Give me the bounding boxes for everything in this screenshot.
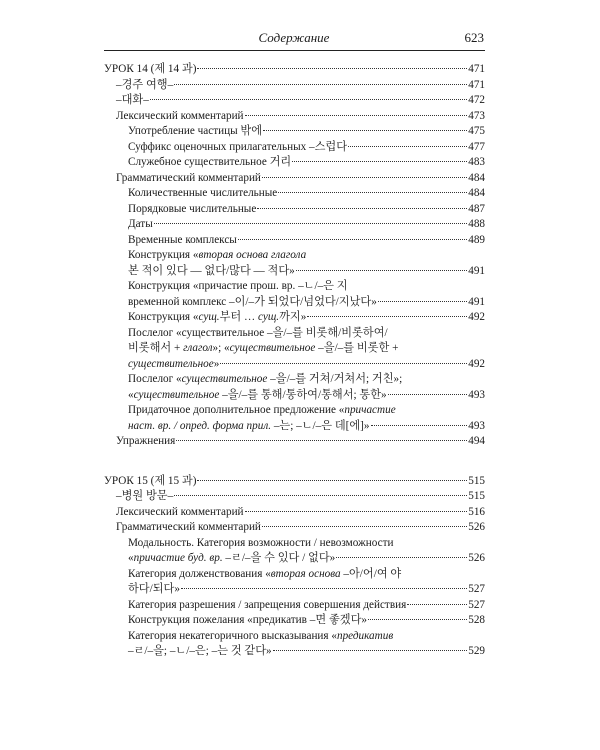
toc-entry: [104, 202, 485, 218]
entry-text: существительное: [133, 388, 220, 401]
entry-row: [128, 295, 485, 311]
entry-title: [128, 124, 262, 140]
entry-text: Упражнения: [116, 435, 176, 447]
dot-leader: [174, 495, 467, 496]
dot-leader: [378, 301, 467, 302]
dot-leader: [348, 146, 467, 147]
dot-leader: [197, 68, 467, 69]
entry-page-number: 484: [468, 187, 485, 199]
entry-title: [128, 310, 306, 326]
entry-text: –을/–를 거쳐/거쳐서; 거친»;: [267, 373, 403, 385]
entry-title: [128, 202, 256, 218]
entry-row: [104, 62, 485, 78]
entry-text: Лексический комментарий: [116, 109, 244, 122]
toc-entry: [104, 403, 485, 434]
entry-page-number: 493: [468, 388, 485, 401]
entry-title: [128, 233, 237, 249]
dot-leader: [176, 440, 467, 441]
toc-entry: [104, 109, 485, 125]
toc-lesson-heading: [104, 474, 485, 490]
entry-line: [128, 372, 485, 388]
entry-text: Категория некатегоричного высказывания «: [128, 629, 337, 642]
entry-text: «: [128, 388, 134, 401]
entry-title: [128, 582, 180, 598]
entry-page-number: 494: [468, 435, 485, 447]
entry-text: Суффикс оценочных прилагательных –스럽다: [128, 140, 348, 153]
toc-entry: [104, 78, 485, 94]
entry-row: [128, 582, 485, 598]
entry-text: УРОК 14 (제 14 과): [104, 63, 197, 75]
toc-entry: [104, 186, 485, 202]
dot-leader: [154, 223, 468, 224]
entry-title: [128, 295, 377, 311]
entry-text: предикатив: [336, 629, 394, 642]
toc-section: [104, 474, 485, 660]
entry-page-number: 526: [468, 552, 485, 564]
entry-text: –아/어/여 야: [340, 567, 402, 580]
entry-page-number: 489: [468, 233, 485, 246]
entry-title: [116, 109, 244, 125]
entry-title: [128, 388, 387, 404]
header-title: Содержание: [258, 30, 330, 45]
entry-text: 까지»: [279, 311, 307, 323]
entry-row: [128, 217, 485, 233]
entry-title: [116, 434, 175, 450]
entry-page-number: 487: [468, 202, 485, 215]
dot-leader: [407, 604, 467, 605]
entry-page-number: 483: [468, 156, 485, 168]
entry-row: [116, 434, 485, 450]
toc-lesson-heading: [104, 62, 485, 78]
entry-line: [128, 326, 485, 342]
entry-text: сущ.: [257, 311, 280, 323]
dot-leader: [278, 192, 467, 193]
entry-row: [128, 310, 485, 326]
entry-title: [128, 419, 370, 435]
toc-entry: [104, 434, 485, 450]
entry-row: [128, 388, 485, 404]
entry-text: Порядковые числительные: [128, 202, 257, 215]
toc-entry: [104, 140, 485, 156]
entry-row: [128, 233, 485, 249]
header-rule: [104, 50, 485, 51]
entry-page-number: 527: [468, 598, 485, 611]
dot-leader: [197, 480, 467, 481]
toc-entry: [104, 279, 485, 310]
entry-page-number: 526: [468, 521, 485, 533]
entry-title: [116, 520, 261, 536]
dot-leader: [371, 425, 468, 426]
entry-text: –을/–를 비롯한 +: [315, 342, 399, 354]
entry-title: [128, 140, 347, 156]
dot-leader: [220, 363, 467, 364]
dot-leader: [388, 394, 468, 395]
entry-text: Конструкция «: [128, 249, 199, 261]
entry-text: –대화–: [116, 94, 149, 106]
entry-row: [116, 489, 485, 505]
entry-row: [128, 419, 485, 435]
toc-section: [104, 62, 485, 450]
entry-text: Конструкция «: [128, 311, 199, 323]
entry-text: Грамматический комментарий: [116, 521, 261, 533]
entry-row: [116, 520, 485, 536]
toc-entry: [104, 598, 485, 614]
entry-page-number: 471: [468, 63, 485, 75]
entry-page-number: 528: [468, 614, 485, 626]
entry-row: [128, 613, 485, 629]
entry-line: [128, 536, 485, 552]
entry-title: [128, 551, 335, 567]
toc-entry: [104, 613, 485, 629]
toc-entry: [104, 248, 485, 279]
entry-title: [128, 613, 367, 629]
table-of-contents: [104, 62, 485, 660]
entry-text: Послелог «существительное –을/–를 비롯해/비롯하여/: [128, 326, 388, 339]
entry-row: [116, 78, 485, 94]
entry-page-number: 491: [468, 264, 485, 277]
entry-page-number: 488: [468, 218, 485, 230]
dot-leader: [181, 588, 467, 589]
dot-leader: [150, 99, 467, 100]
entry-text: «: [128, 552, 134, 564]
entry-text: –는; –ㄴ/–은 데[에]»: [271, 419, 370, 432]
dot-leader: [238, 239, 467, 240]
entry-text: Конструкция пожелания «предикатив –면 좋겠다»: [128, 614, 367, 626]
running-header: [104, 30, 484, 50]
entry-title: [116, 505, 244, 521]
toc-entry: [104, 233, 485, 249]
entry-text: Количественные числительные: [128, 187, 278, 199]
entry-page-number: 527: [468, 583, 485, 595]
toc-entry: [104, 93, 485, 109]
entry-text: наст. вр. / опред. форма прил.: [128, 419, 272, 432]
entry-title: [128, 155, 291, 171]
entry-text: Лексический комментарий: [116, 505, 244, 518]
entry-text: причастие буд. вр.: [133, 552, 223, 564]
entry-page-number: 473: [468, 109, 485, 122]
dot-leader: [262, 177, 467, 178]
entry-text: Временные комплексы: [128, 233, 237, 246]
dot-leader: [262, 526, 467, 527]
entry-page-number: 484: [468, 171, 485, 184]
entry-text: »: [213, 357, 220, 370]
entry-text: существительное: [128, 357, 214, 370]
entry-text: 부터 …: [219, 311, 258, 323]
entry-title: [116, 78, 173, 94]
entry-text: »; «: [212, 342, 230, 354]
entry-page-number: 516: [468, 505, 485, 518]
entry-page-number: 515: [468, 490, 485, 502]
toc-entry: [104, 489, 485, 505]
entry-title: [128, 186, 277, 202]
entry-row: [128, 644, 485, 660]
entry-text: Служебное существительное 거리: [128, 156, 292, 168]
dot-leader: [245, 115, 468, 116]
toc-entry: [104, 310, 485, 326]
toc-entry: [104, 124, 485, 140]
entry-line: [128, 629, 485, 645]
toc-entry: [104, 171, 485, 187]
entry-text: временной комплекс –이/–가 되었다/넘었다/지났다»: [128, 295, 377, 308]
entry-text: –을/–를 통해/통하여/통해서; 통한»: [219, 388, 387, 401]
entry-text: существительное: [181, 373, 268, 385]
entry-row: [128, 124, 485, 140]
dot-leader: [336, 557, 467, 558]
entry-title: [128, 357, 219, 373]
entry-page-number: 475: [468, 125, 485, 137]
entry-text: УРОК 15 (제 15 과): [104, 474, 197, 487]
entry-text: –경주 여행–: [116, 78, 174, 91]
entry-text: Даты: [128, 218, 153, 230]
entry-page-number: 529: [468, 645, 485, 657]
entry-row: [116, 109, 485, 125]
entry-page-number: 492: [468, 311, 485, 323]
entry-text: Придаточное дополнительное предложение «: [128, 404, 345, 416]
entry-title: [128, 644, 272, 660]
entry-row: [116, 171, 485, 187]
entry-page-number: 515: [468, 474, 485, 487]
header-page-number: 623: [464, 30, 484, 45]
entry-row: [128, 155, 485, 171]
toc-entry: [104, 567, 485, 598]
entry-line: [128, 567, 485, 583]
entry-row: [128, 202, 485, 218]
entry-line: [128, 341, 485, 357]
entry-page-number: 492: [468, 357, 485, 370]
dot-leader: [292, 161, 467, 162]
toc-entry: [104, 629, 485, 660]
entry-page-number: 477: [468, 140, 485, 153]
toc-entry: [104, 155, 485, 171]
entry-title: [116, 171, 261, 187]
entry-row: [104, 474, 485, 490]
entry-line: [128, 279, 485, 295]
entry-text: Грамматический комментарий: [116, 171, 261, 184]
entry-text: вторая основа глагола: [198, 249, 307, 261]
entry-text: сущ.: [198, 311, 220, 323]
entry-page-number: 472: [468, 94, 485, 106]
entry-title: [116, 93, 149, 109]
entry-text: Категория долженствования «: [128, 567, 271, 580]
dot-leader: [296, 270, 467, 271]
toc-entry: [104, 372, 485, 403]
entry-row: [128, 551, 485, 567]
entry-page-number: 491: [468, 295, 485, 308]
entry-text: существительное: [229, 342, 316, 354]
toc-entry: [104, 505, 485, 521]
entry-text: –ㄹ/–을; –ㄴ/–은; –는 것 같다»: [128, 645, 272, 657]
dot-leader: [368, 619, 467, 620]
entry-row: [116, 505, 485, 521]
entry-title: [128, 264, 295, 280]
dot-leader: [273, 650, 468, 651]
dot-leader: [307, 316, 467, 317]
entry-text: причастие: [344, 404, 396, 416]
entry-text: 비롯해서 +: [128, 342, 184, 354]
entry-row: [128, 186, 485, 202]
entry-text: глагол: [183, 342, 213, 354]
entry-title: [104, 474, 196, 490]
toc-entry: [104, 217, 485, 233]
entry-row: [128, 357, 485, 373]
entry-text: Категория разрешения / запрещения совершения действия: [128, 598, 407, 611]
entry-title: [128, 598, 406, 614]
dot-leader: [257, 208, 467, 209]
entry-text: 하다/되다»: [128, 583, 180, 595]
entry-text: вторая основа: [270, 567, 341, 580]
entry-row: [128, 598, 485, 614]
entry-page-number: 493: [468, 419, 485, 432]
entry-text: Послелог «: [128, 373, 182, 385]
dot-leader: [245, 511, 468, 512]
entry-text: Модальность. Категория возможности / невозможности: [128, 536, 394, 549]
entry-title: [104, 62, 196, 78]
entry-row: [128, 140, 485, 156]
dot-leader: [174, 84, 467, 85]
entry-line: [128, 403, 485, 419]
entry-row: [116, 93, 485, 109]
entry-text: –병원 방문–: [116, 490, 174, 502]
toc-entry: [104, 326, 485, 373]
entry-title: [128, 217, 153, 233]
toc-entry: [104, 520, 485, 536]
entry-text: –ㄹ/–을 수 있다 / 없다»: [222, 552, 336, 564]
toc-entry: [104, 536, 485, 567]
dot-leader: [263, 130, 467, 131]
entry-title: [116, 489, 173, 505]
entry-text: 본 적이 있다 — 없다/많다 — 적다»: [128, 264, 295, 277]
entry-line: [128, 248, 485, 264]
entry-page-number: 471: [468, 78, 485, 91]
entry-row: [128, 264, 485, 280]
entry-text: Употребление частицы 밖에: [128, 125, 263, 137]
entry-text: Конструкция «причастие прош. вр. –ㄴ/–은 지: [128, 280, 348, 292]
